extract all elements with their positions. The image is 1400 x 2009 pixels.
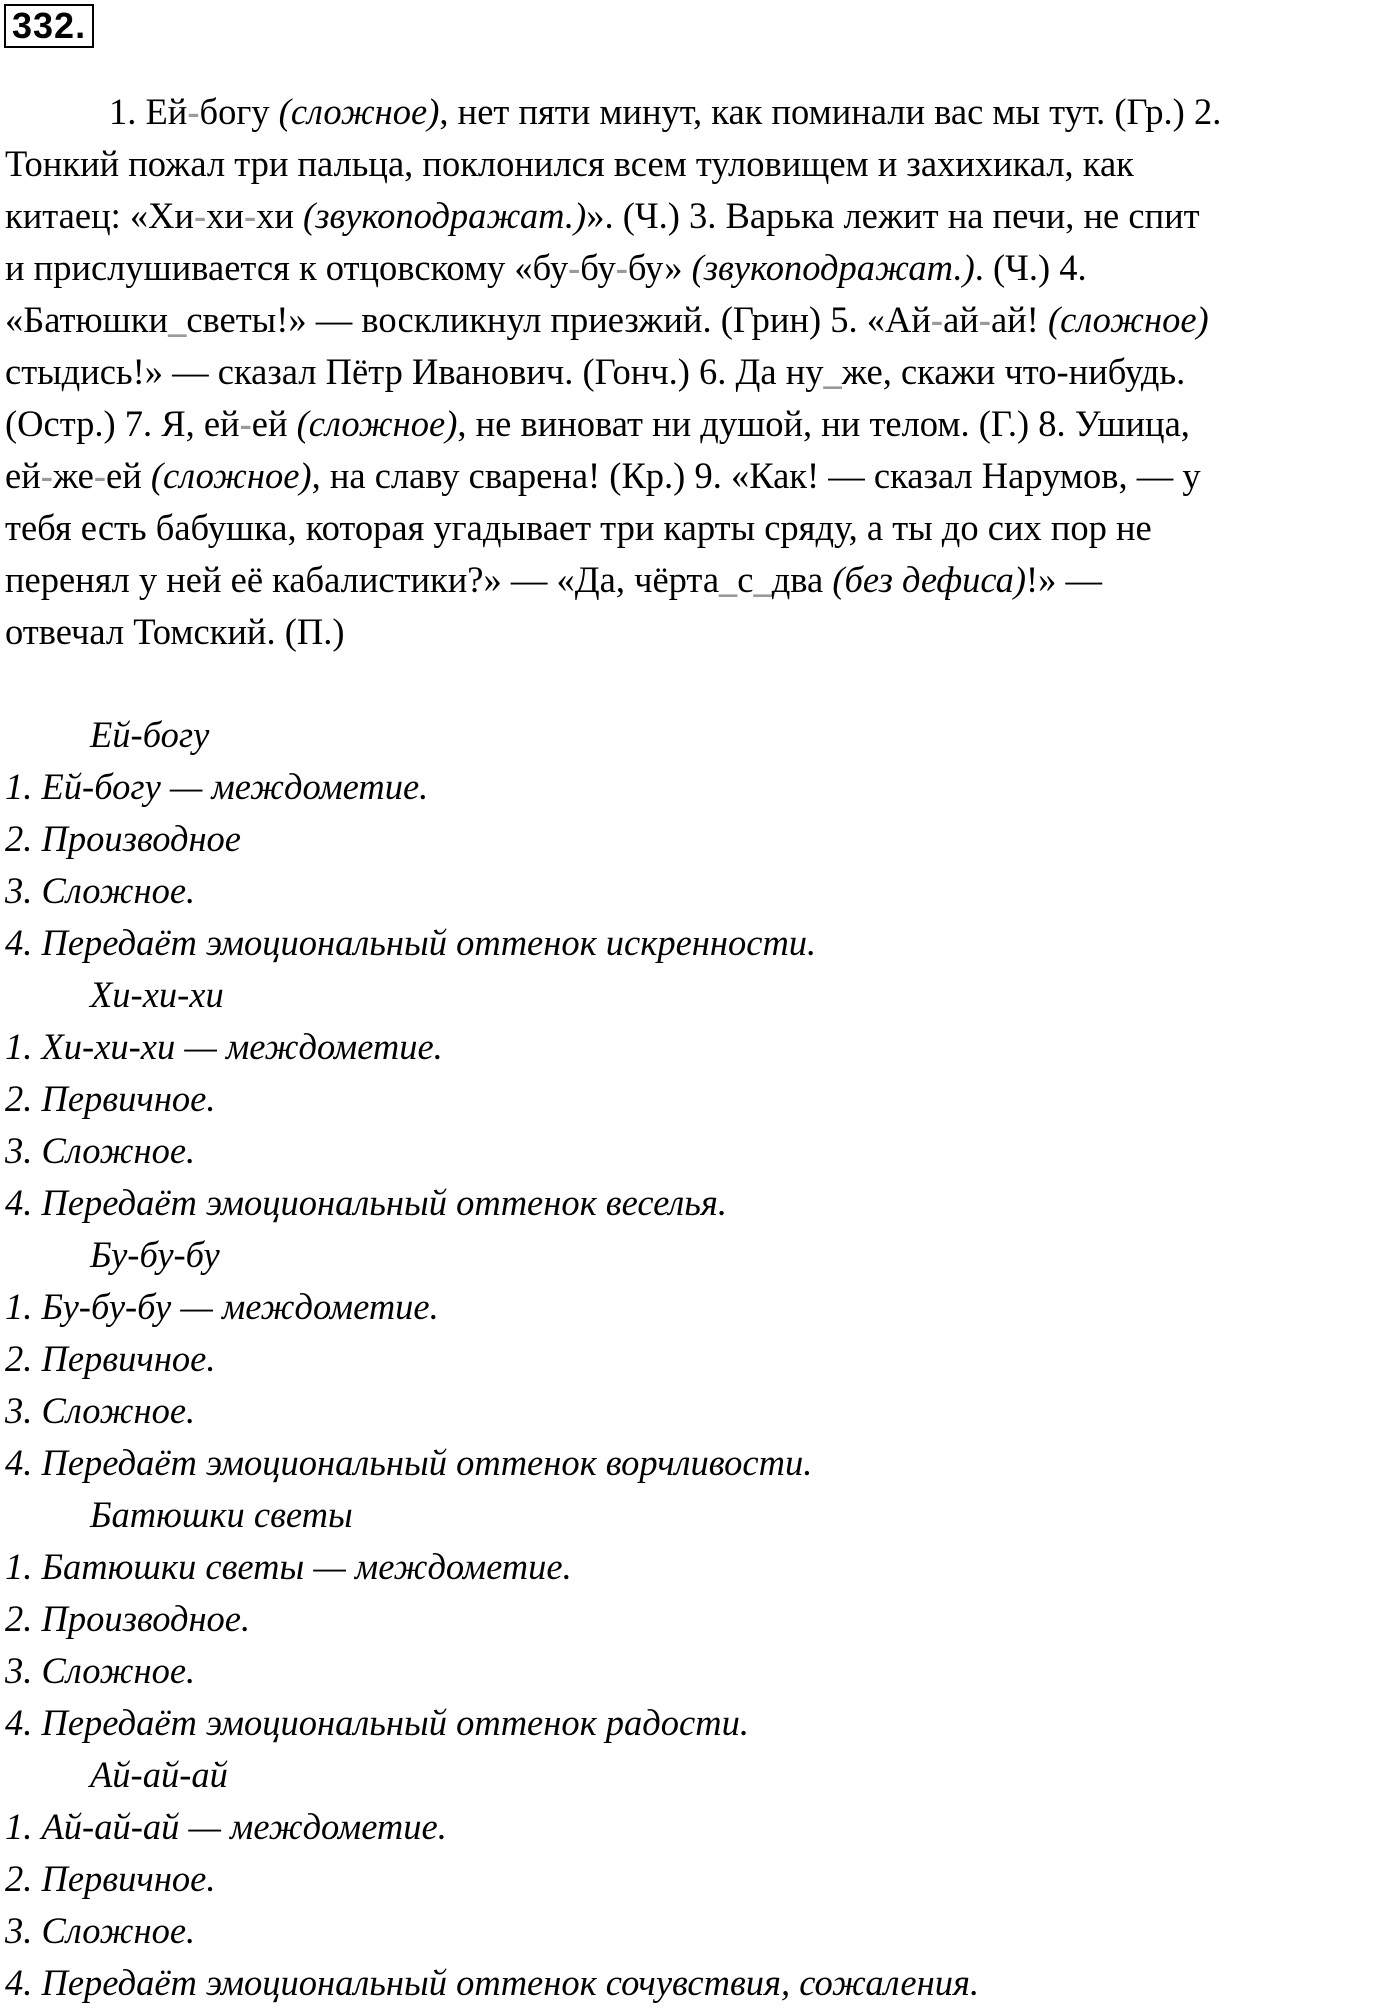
text-line: стыдись!» — сказал Пётр Иванович. (Гонч.) 6. Да ну_же, скажи что-нибудь. bbox=[5, 351, 1186, 392]
text-line: китаец: «Хи-хи-хи (звукоподражат.)». (Ч.) 3. Варька лежит на печи, не спит bbox=[5, 195, 1200, 236]
exercise-text bbox=[5, 86, 1395, 658]
analysis-heading: Ай-ай-ай bbox=[90, 1754, 228, 1795]
analysis-point: 2. Первичное. bbox=[5, 1078, 216, 1119]
analysis-point: 1. Батюшки светы — междометие. bbox=[5, 1546, 572, 1587]
text-line: «Батюшки_светы!» — воскликнул приезжий. (Грин) 5. «Ай-ай-ай! (сложное) bbox=[5, 299, 1209, 340]
analysis-point: 2. Первичное. bbox=[5, 1858, 216, 1899]
analysis-point: 1. Ей-богу — междометие. bbox=[5, 766, 429, 807]
text-line: отвечал Томский. (П.) bbox=[5, 611, 345, 652]
analysis-point: 2. Производное bbox=[5, 818, 242, 859]
text-line: перенял у ней её кабалистики?» — «Да, чёрта_с_два (без дефиса)!» — bbox=[5, 559, 1103, 600]
analysis-point: 4. Передаёт эмоциональный оттенок веселья. bbox=[5, 1182, 727, 1223]
analysis-point: 2. Первичное. bbox=[5, 1338, 216, 1379]
text-line: Тонкий пожал три пальца, поклонился всем туловищем и захихикал, как bbox=[5, 143, 1134, 184]
analysis-point: 4. Передаёт эмоциональный оттенок искренности. bbox=[5, 922, 817, 963]
analysis-point: 3. Сложное. bbox=[5, 1650, 196, 1691]
analysis-point: 2. Производное. bbox=[5, 1598, 251, 1639]
analysis-point: 1. Хи-хи-хи — междометие. bbox=[5, 1026, 443, 1067]
analysis-point: 3. Сложное. bbox=[5, 1390, 196, 1431]
analysis-heading: Хи-хи-хи bbox=[90, 974, 224, 1015]
analysis-point: 3. Сложное. bbox=[5, 1130, 196, 1171]
text-line: 1. Ей-богу (сложное), нет пяти минут, как поминали вас мы тут. (Гр.) 2. bbox=[109, 91, 1222, 132]
analysis-point: 4. Передаёт эмоциональный оттенок радости. bbox=[5, 1702, 749, 1743]
analysis-section bbox=[5, 709, 1395, 2009]
exercise-number: 332. bbox=[4, 4, 94, 48]
analysis-point: 1. Ай-ай-ай — междометие. bbox=[5, 1806, 447, 1847]
text-line: ей-же-ей (сложное), на славу сварена! (Кр.) 9. «Как! — сказал Нарумов, — у bbox=[5, 455, 1201, 496]
analysis-point: 4. Передаёт эмоциональный оттенок ворчливости. bbox=[5, 1442, 813, 1483]
analysis-heading: Батюшки светы bbox=[90, 1494, 353, 1535]
text-line: тебя есть бабушка, которая угадывает три карты сряду, а ты до сих пор не bbox=[5, 507, 1152, 548]
analysis-heading: Бу-бу-бу bbox=[90, 1234, 220, 1275]
analysis-point: 4. Передаёт эмоциональный оттенок сочувствия, сожаления. bbox=[5, 1962, 980, 2003]
text-line: и прислушивается к отцовскому «бу-бу-бу» (звукоподражат.). (Ч.) 4. bbox=[5, 247, 1087, 288]
text-line: (Остр.) 7. Я, ей-ей (сложное), не виноват ни душой, ни телом. (Г.) 8. Ушица, bbox=[5, 403, 1190, 444]
analysis-point: 3. Сложное. bbox=[5, 870, 196, 911]
analysis-point: 1. Бу-бу-бу — междометие. bbox=[5, 1286, 439, 1327]
analysis-heading: Ей-богу bbox=[90, 714, 210, 755]
analysis-point: 3. Сложное. bbox=[5, 1910, 196, 1951]
